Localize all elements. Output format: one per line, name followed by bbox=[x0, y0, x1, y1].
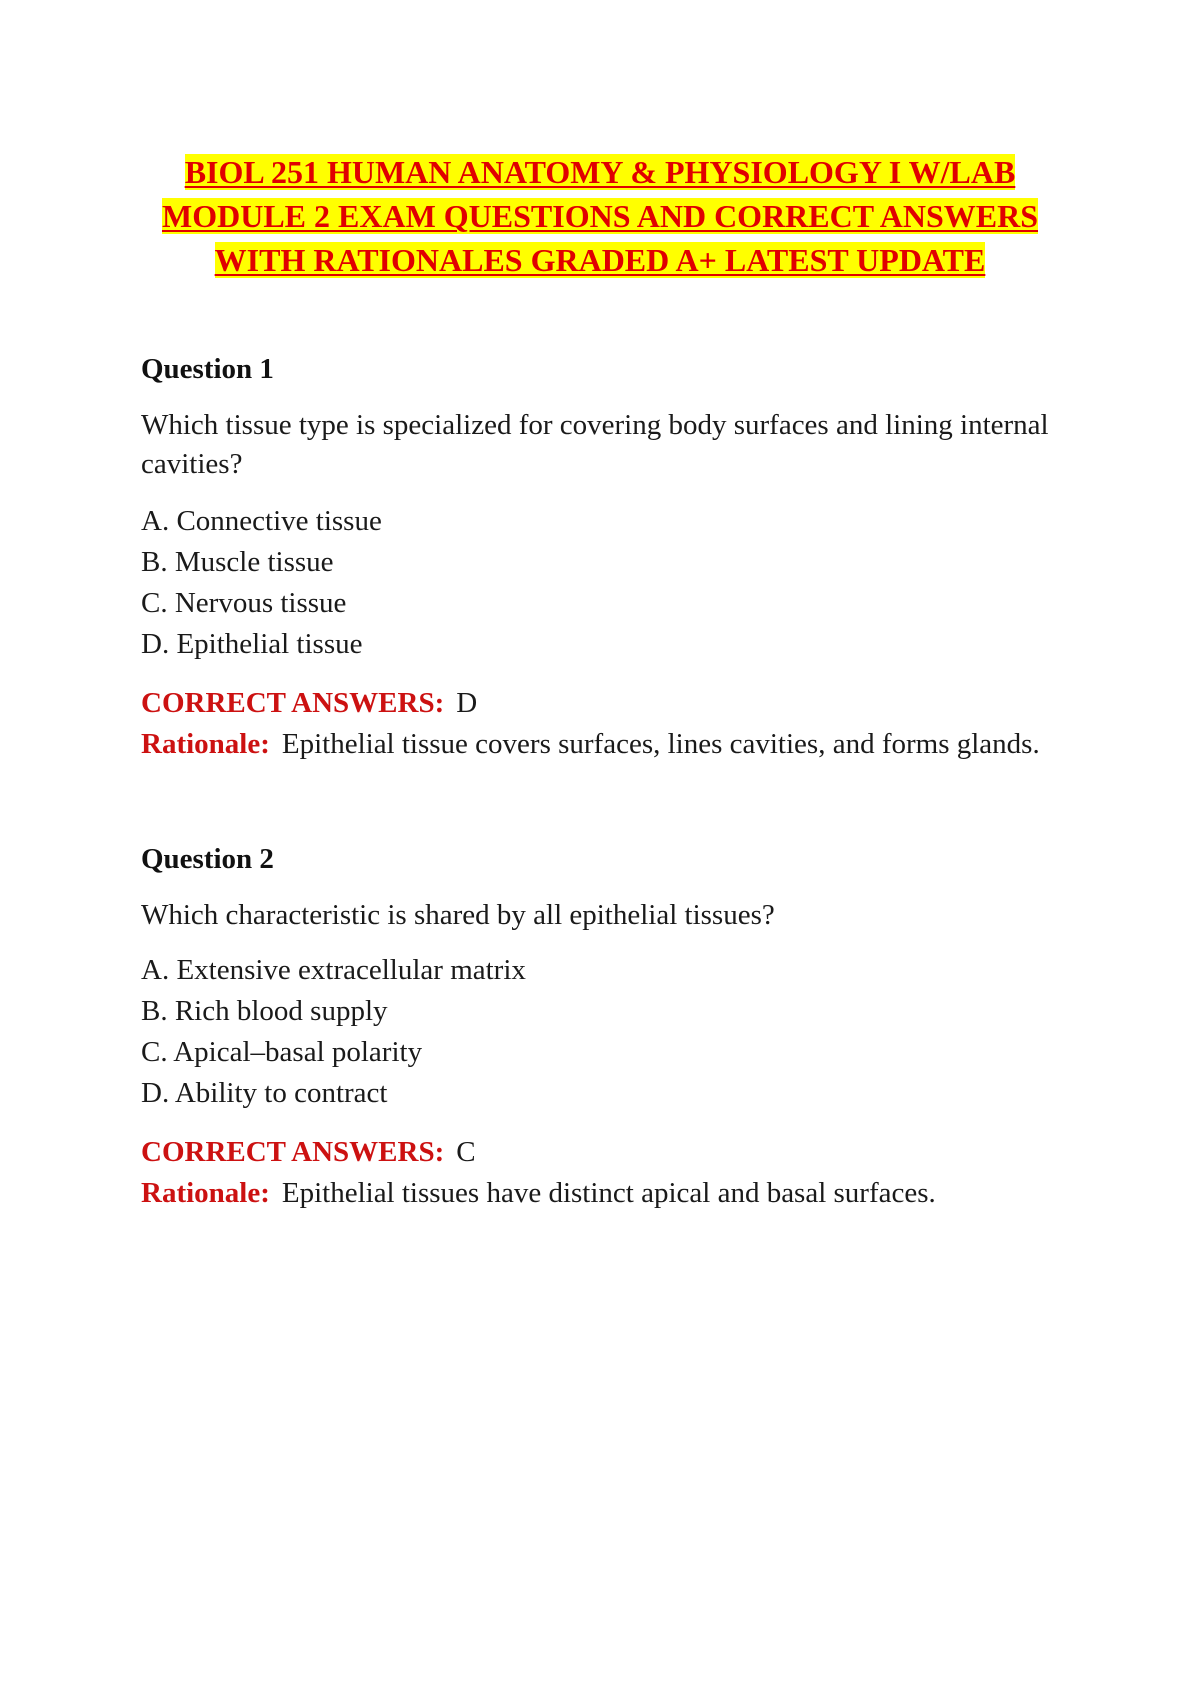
option-d: D. Epithelial tissue bbox=[141, 628, 363, 660]
correct-answer-value: D bbox=[456, 687, 478, 719]
question-heading: Question 2 bbox=[141, 843, 274, 875]
rationale-line bbox=[141, 724, 1071, 765]
rationale-label: Rationale: bbox=[141, 728, 270, 760]
title-line-1: BIOL 251 HUMAN ANATOMY & PHYSIOLOGY I W/LAB bbox=[184, 154, 1016, 190]
title-line-3: WITH RATIONALES GRADED A+ LATEST UPDATE bbox=[214, 242, 986, 278]
option-b: B. Muscle tissue bbox=[141, 546, 334, 578]
correct-answer-value: C bbox=[456, 1136, 476, 1168]
question-text: Which tissue type is specialized for covering body surfaces and lining internal cavities? bbox=[141, 409, 1049, 480]
rationale-label: Rationale: bbox=[141, 1177, 270, 1209]
document-title bbox=[100, 150, 1100, 282]
answer-block bbox=[141, 683, 1071, 765]
answer-options bbox=[141, 950, 1071, 1114]
option-b: B. Rich blood supply bbox=[141, 995, 388, 1027]
option-a: A. Extensive extracellular matrix bbox=[141, 954, 526, 986]
rationale-text: Epithelial tissue covers surfaces, lines cavities, and forms glands. bbox=[281, 728, 1040, 760]
rationale-text: Epithelial tissues have distinct apical and basal surfaces. bbox=[281, 1177, 936, 1209]
option-c: C. Nervous tissue bbox=[141, 587, 347, 619]
question-text: Which characteristic is shared by all epithelial tissues? bbox=[141, 899, 775, 931]
question-block-2 bbox=[141, 842, 1071, 1214]
correct-answer-line bbox=[141, 683, 1071, 724]
correct-answer-line bbox=[141, 1132, 1071, 1173]
title-line-2: MODULE 2 EXAM QUESTIONS AND CORRECT ANSWERS bbox=[162, 198, 1038, 234]
rationale-line bbox=[141, 1173, 1071, 1214]
option-d: D. Ability to contract bbox=[141, 1077, 388, 1109]
answer-options bbox=[141, 501, 1071, 665]
option-a: A. Connective tissue bbox=[141, 505, 382, 537]
correct-answers-label: CORRECT ANSWERS: bbox=[141, 1136, 445, 1168]
answer-block bbox=[141, 1132, 1071, 1214]
option-c: C. Apical–basal polarity bbox=[141, 1036, 423, 1068]
question-heading: Question 1 bbox=[141, 353, 274, 385]
question-block-1 bbox=[141, 352, 1071, 765]
correct-answers-label: CORRECT ANSWERS: bbox=[141, 687, 445, 719]
